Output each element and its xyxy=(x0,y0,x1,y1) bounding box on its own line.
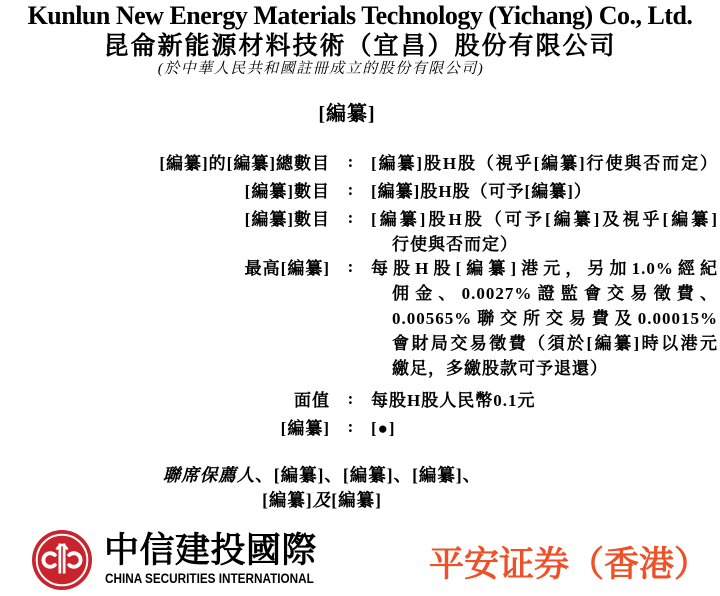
offer-row-redacted-code xyxy=(0,416,720,441)
offer-row-value xyxy=(371,179,718,204)
sponsor-redacted: [編纂] xyxy=(331,490,382,510)
pingan-securities-logo: 平安证券（香港） xyxy=(429,545,710,584)
offer-row-label: [編纂] xyxy=(280,419,330,438)
offer-row-label: [編纂]的[編纂]總數目 xyxy=(159,154,330,173)
incorporation-note: (於中華人民共和國註冊成立的股份有限公司) xyxy=(157,61,485,77)
sponsor-redacted: [編纂] xyxy=(262,490,313,510)
colon-separator: : xyxy=(347,208,354,227)
sponsors-redacted-list: 、[編纂]、[編纂]、[編纂]、 xyxy=(255,465,482,485)
offer-row-label: 面值 xyxy=(294,391,330,410)
csc-name-zh: 中信建投國際 xyxy=(104,531,318,570)
offer-row-label: [編纂]數目 xyxy=(244,210,330,229)
sponsors-conjunction: 及 xyxy=(312,490,332,510)
offer-row-value xyxy=(371,207,718,257)
offer-row-number-2 xyxy=(0,207,720,257)
colon-separator: : xyxy=(347,389,354,408)
offer-row-value xyxy=(371,388,718,413)
offer-row-nominal-value xyxy=(0,388,720,413)
colon-separator: : xyxy=(347,180,354,199)
offer-row-number-1 xyxy=(0,179,720,204)
colon-separator: : xyxy=(347,152,354,171)
offer-row-total-number xyxy=(0,151,720,176)
offer-row-value xyxy=(371,256,718,381)
offer-row-maximum-price xyxy=(0,256,720,381)
company-name-zh: 昆侖新能源材料技術（宜昌）股份有限公司 xyxy=(103,33,617,60)
csc-name-en: CHINA SECURITIES INTERNATIONAL xyxy=(105,571,314,586)
csc-logo-icon xyxy=(32,530,92,590)
offer-value-line: 每股H股人民幣0.1元 xyxy=(371,391,536,410)
colon-separator: : xyxy=(347,257,354,276)
offer-value-line: [編纂]股H股（可予[編纂]及視乎[編纂] xyxy=(371,210,718,229)
offer-value-line: [編纂]股H股（視乎[編纂]行使與否而定） xyxy=(371,154,718,173)
joint-sponsors-line-1 xyxy=(163,463,481,487)
offer-heading-redacted: [編纂] xyxy=(318,103,376,125)
offer-row-value xyxy=(371,151,718,176)
offer-value-line: 佣金、0.0027%證監會交易徵費、 xyxy=(392,284,718,303)
joint-sponsors-line-2 xyxy=(262,488,382,512)
offer-row-value xyxy=(371,416,718,441)
offer-value-line: [●] xyxy=(371,419,396,438)
joint-sponsors-label: 聯席保薦人 xyxy=(162,465,256,485)
offer-value-line: 會財局交易徵費（須於[編纂]時以港元 xyxy=(392,334,718,353)
offer-value-line: 繳足，多繳股款可予退還） xyxy=(392,359,608,378)
offer-value-line: 0.00565%聯交所交易費及0.00015% xyxy=(392,309,718,328)
offer-value-line: [編纂]股H股（可予[編纂]） xyxy=(371,182,592,201)
company-name-en: Kunlun New Energy Materials Technology (Yichang) Co., Ltd. xyxy=(27,1,693,30)
offer-value-line: 每股H股[編纂]港元，另加1.0%經紀 xyxy=(371,259,718,278)
offer-value-line: 行使與否而定） xyxy=(392,235,518,254)
offer-row-label: [編纂]數目 xyxy=(244,182,330,201)
offer-row-label: 最高[編纂] xyxy=(244,259,330,278)
colon-separator: : xyxy=(347,417,354,436)
